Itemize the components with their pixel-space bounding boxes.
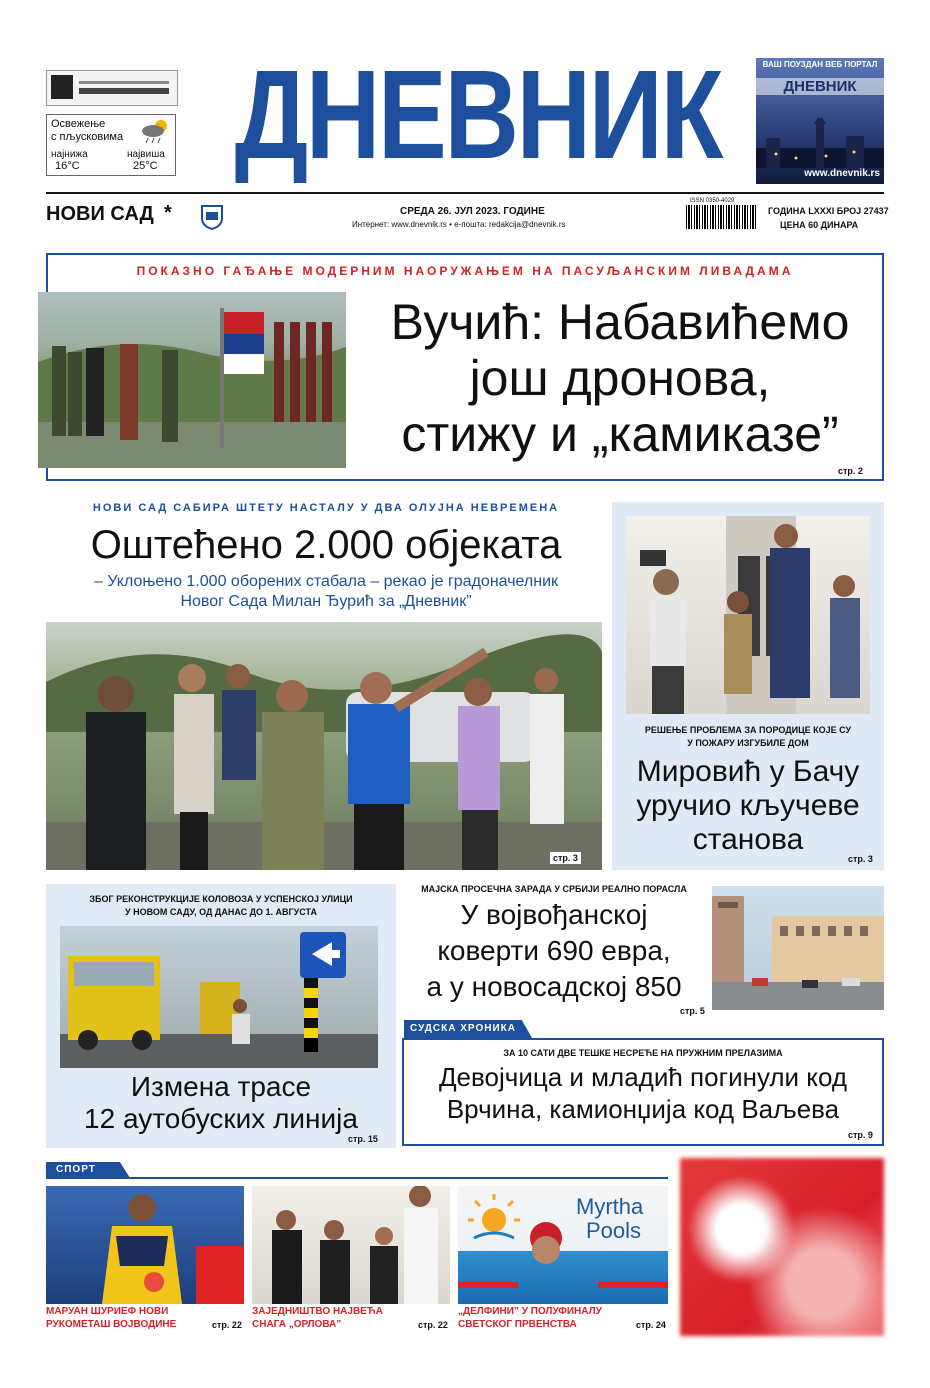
sport-2-title-1[interactable]: ЗАЈЕДНИШТВО НАЈВЕЋА bbox=[252, 1306, 383, 1317]
mirovic-page: стр. 3 bbox=[848, 854, 873, 864]
mirovic-kicker-2: У ПОЖАРУ ИЗГУБИЛЕ ДОМ bbox=[687, 738, 809, 748]
price: ЦЕНА 60 ДИНАРА bbox=[780, 220, 859, 230]
salary-headline-1[interactable]: У војвођанској bbox=[460, 899, 648, 930]
sport-rule bbox=[46, 1177, 668, 1179]
crime-page: стр. 9 bbox=[848, 1130, 873, 1140]
salary-headline-2[interactable]: коверти 690 евра, bbox=[437, 935, 671, 966]
crime-headline-2[interactable]: Врчина, камионџија код Ваљева bbox=[446, 1094, 840, 1124]
lead-headline-1[interactable]: Вучић: Набавићемо bbox=[390, 294, 850, 350]
issn: ISSN 0350-4029 bbox=[690, 198, 735, 204]
storm-sub-1: – Уклоњено 1.000 оборених стабала – рекао је градоначелник bbox=[93, 573, 559, 590]
lead-headline-2[interactable]: још дронова, bbox=[469, 350, 771, 406]
storm-page: стр. 3 bbox=[550, 852, 581, 864]
bus-kicker-1: ЗБОГ РЕКОНСТРУКЦИЈЕ КОЛОВОЗА У УСПЕНСКОЈ УЛИЦИ bbox=[89, 894, 353, 904]
salary-photo[interactable] bbox=[712, 886, 884, 1010]
bus-kicker-2: У НОВОМ САДУ, ОД ДАНАС ДО 1. АВГУСТА bbox=[125, 907, 317, 917]
bus-headline-2[interactable]: 12 аутобуских линија bbox=[84, 1103, 358, 1134]
lead-photo[interactable] bbox=[38, 292, 346, 468]
sport-3-page: стр. 24 bbox=[636, 1320, 666, 1330]
portal-promo bbox=[756, 58, 884, 184]
city-name: НОВИ САД bbox=[46, 203, 154, 225]
bus-headline-1[interactable]: Измена трасе bbox=[130, 1071, 312, 1102]
issue-date: СРЕДА 26. ЈУЛ 2023. ГОДИНЕ bbox=[400, 206, 545, 217]
barcode bbox=[686, 205, 756, 229]
contacts: Интернет: www.dnevnik.rs • е-пошта: redakcija@dnevnik.rs bbox=[352, 220, 566, 229]
bus-page: стр. 15 bbox=[348, 1134, 378, 1144]
publisher-logo bbox=[46, 70, 178, 106]
lead-page: стр. 2 bbox=[838, 466, 863, 476]
portal-url: www.dnevnik.rs bbox=[804, 168, 880, 179]
sport-photo-3[interactable] bbox=[458, 1186, 668, 1304]
lead-headline-3[interactable]: стижу и „камиказе” bbox=[401, 406, 839, 462]
newspaper-title: ДНЕВНИК bbox=[234, 44, 722, 185]
sport-3-title-1[interactable]: „ДЕЛФИНИ” У ПОЛУФИНАЛУ bbox=[458, 1306, 602, 1317]
mirovic-photo[interactable] bbox=[626, 516, 870, 714]
masthead bbox=[0, 0, 930, 245]
salary-page: стр. 5 bbox=[680, 1006, 705, 1016]
crime-section-label: СУДСКА ХРОНИКА bbox=[410, 1023, 516, 1034]
crime-kicker: ЗА 10 САТИ ДВЕ ТЕШКЕ НЕСРЕЋЕ НА ПРУЖНИМ ПРЕЛАЗИМА bbox=[503, 1048, 783, 1058]
sport-1-title-1[interactable]: МАРУАН ШУРИЕФ НОВИ bbox=[46, 1306, 169, 1317]
salary-headline-3[interactable]: а у новосадској 850 bbox=[426, 971, 682, 1002]
city-star: * bbox=[164, 202, 172, 224]
sport-photo-2[interactable] bbox=[252, 1186, 450, 1304]
masthead-rule bbox=[46, 192, 884, 194]
issue-number: ГОДИНА LXXXI БРОЈ 27437 bbox=[768, 206, 889, 216]
pool-brand-1: Myrtha bbox=[576, 1194, 644, 1219]
weather-min-label: најнижа bbox=[51, 149, 88, 160]
mirovic-headline-1[interactable]: Мировић у Бачу bbox=[636, 755, 860, 788]
weather-min: 16°C bbox=[55, 160, 80, 172]
weather-max: 25°C bbox=[133, 160, 158, 172]
city-crest-icon bbox=[200, 204, 224, 230]
pool-brand-2: Pools bbox=[586, 1218, 642, 1243]
weather-text-2: с пљусковима bbox=[51, 131, 124, 143]
sport-2-page: стр. 22 bbox=[418, 1320, 448, 1330]
storm-headline[interactable]: Оштећено 2.000 објеката bbox=[90, 523, 562, 567]
portal-name: ДНЕВНИК bbox=[756, 78, 884, 95]
sport-1-page: стр. 22 bbox=[212, 1320, 242, 1330]
storm-photo[interactable] bbox=[46, 622, 602, 870]
mirovic-headline-3[interactable]: станова bbox=[692, 823, 804, 856]
portal-top-text: ВАШ ПОУЗДАН ВЕБ ПОРТАЛ bbox=[762, 60, 878, 69]
sport-1-title-2[interactable]: РУКОМЕТАШ ВОЈВОДИНЕ bbox=[46, 1319, 177, 1330]
sport-photo-1[interactable] bbox=[46, 1186, 244, 1304]
sport-2-title-2[interactable]: СНАГА „ОРЛОВА” bbox=[252, 1319, 342, 1330]
storm-kicker: НОВИ САД САБИРА ШТЕТУ НАСТАЛУ У ДВА ОЛУЈНА НЕВРЕМЕНА bbox=[92, 502, 560, 514]
crime-headline-1[interactable]: Девојчица и младић погинули код bbox=[438, 1062, 848, 1092]
salary-kicker: МАЈСКА ПРОСЕЧНА ЗАРАДА У СРБИЈИ РЕАЛНО ПОРАСЛА bbox=[421, 884, 687, 894]
mirovic-headline-2[interactable]: уручио кључеве bbox=[636, 789, 860, 822]
bus-photo[interactable] bbox=[60, 926, 378, 1068]
lead-kicker: ПОКАЗНО ГАЂАЊЕ МОДЕРНИМ НАОРУЖАЊЕМ НА ПАСУЉАНСКИМ ЛИВАДАМА bbox=[136, 264, 794, 278]
storm-sub-2: Новог Сада Милан Ђурић за „Дневник” bbox=[180, 593, 472, 610]
sport-3-title-2[interactable]: СВЕТСКОГ ПРВЕНСТВА bbox=[458, 1319, 577, 1330]
city-skyline bbox=[756, 118, 884, 168]
advertisement-blurred[interactable] bbox=[680, 1158, 884, 1336]
weather-max-label: највиша bbox=[127, 149, 165, 160]
mirovic-kicker-1: РЕШЕЊЕ ПРОБЛЕМА ЗА ПОРОДИЦЕ КОЈЕ СУ bbox=[644, 725, 852, 735]
cloud-rain-icon bbox=[139, 118, 173, 144]
weather-text-1: Освежење bbox=[51, 118, 106, 130]
sport-section-label: СПОРТ bbox=[56, 1164, 96, 1175]
weather-box bbox=[46, 114, 176, 176]
